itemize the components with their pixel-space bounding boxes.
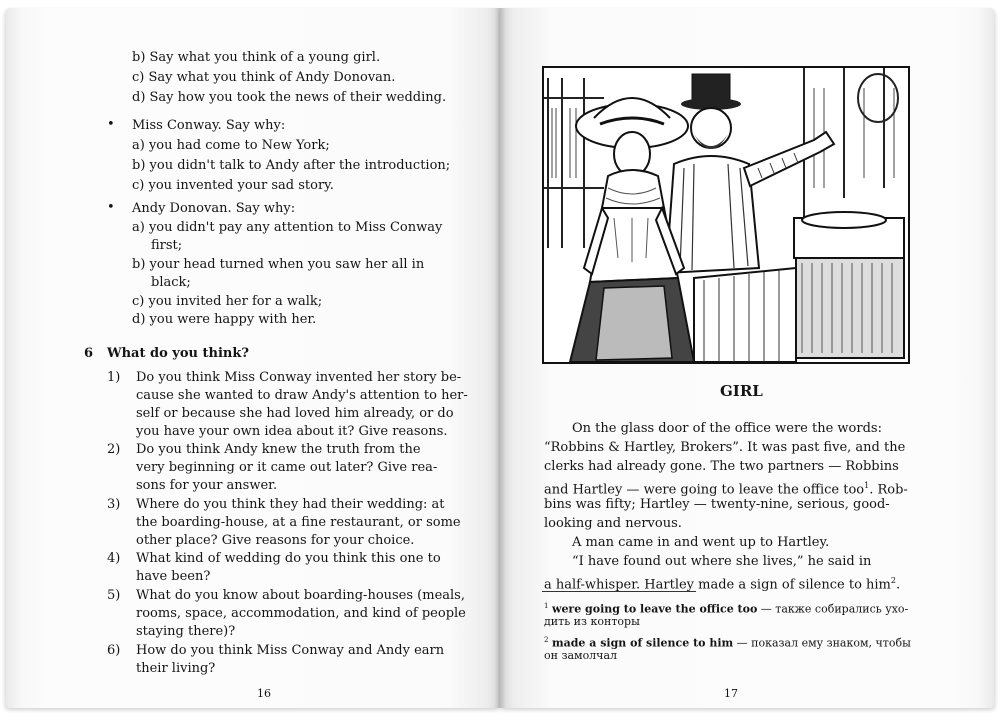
section-title: What do you think? [107, 346, 249, 361]
list-item-cont: black; [151, 275, 191, 290]
story-illustration [542, 66, 910, 364]
text-line: “I have found out where she lives,” he said in [572, 554, 872, 569]
list-item: c) Say what you think of Andy Donovan. [132, 70, 396, 85]
list-item: b) Say what you think of a young girl. [132, 50, 381, 65]
footnote-ref: 1 [864, 481, 870, 490]
question-number: 2) [107, 442, 121, 457]
question-line: Do you think Andy knew the truth from the [136, 442, 421, 457]
book-spine [494, 8, 506, 708]
text-line: On the glass door of the office were the words: [572, 421, 882, 436]
question-line: the boarding-house, at a fine restaurant, or some [136, 515, 461, 530]
left-page [6, 8, 500, 708]
list-item-cont: first; [151, 238, 183, 253]
question-line: other place? Give reasons for your choice. [136, 533, 415, 548]
footnote: $^1$ were going to leave the office too — также собирались ухо- [544, 602, 909, 616]
list-item: d) you were happy with her. [132, 312, 317, 327]
footnote: $^2$ made a sign of silence to him — показал ему знаком, чтобы [544, 636, 911, 650]
list-item: c) you invited her for a walk; [132, 294, 323, 309]
question-number: 1) [107, 370, 121, 385]
footnote-phrase: made a sign of silence to him [551, 636, 734, 650]
open-book [6, 8, 994, 712]
question-line: staying there)? [136, 624, 236, 639]
bullet-dot-icon: • [107, 117, 115, 132]
footnote-ref: 2 [890, 576, 896, 585]
question-line: sons for your answer. [136, 478, 278, 493]
question-line: self or because she had loved him already, or do [136, 406, 454, 421]
question-line: rooms, space, accommodation, and kind of people [136, 606, 466, 621]
question-number: 6) [107, 643, 121, 658]
footnote-phrase: were going to leave the office too [551, 602, 758, 616]
question-number: 4) [107, 551, 121, 566]
question-line: What do you know about boarding-houses (meals, [136, 588, 465, 603]
list-item: a) you didn't pay any attention to Miss Conway [132, 220, 443, 235]
question-line: very beginning or it came out later? Give rea- [136, 460, 438, 475]
footnote-divider [542, 591, 696, 592]
text-line: A man came in and went up to Hartley. [572, 535, 830, 550]
list-item: b) your head turned when you saw her all in [132, 257, 425, 272]
text-segment: and Hartley — were going to leave the office too [544, 482, 865, 498]
question-number: 5) [107, 588, 121, 603]
section-number: 6 [84, 346, 94, 361]
story-title: GIRL [720, 382, 763, 400]
page-number: 17 [724, 687, 738, 700]
question-line: How do you think Miss Conway and Andy earn [136, 643, 445, 658]
question-line: have been? [136, 569, 211, 584]
footnote-translation: — также собирались ухо- [757, 602, 909, 616]
list-item: b) you didn't talk to Andy after the introduction; [132, 158, 451, 173]
bullet-dot-icon: • [107, 200, 115, 215]
andy-heading: Andy Donovan. Say why: [132, 201, 296, 216]
question-line: cause she wanted to draw Andy's attention to her- [136, 388, 468, 403]
list-item: c) you invented your sad story. [132, 178, 334, 193]
text-segment: a half-whisper. Hartley made a sign of silence to him [544, 577, 891, 593]
footnote-cont: он замолчал [544, 649, 617, 662]
question-line: their living? [136, 661, 216, 676]
text-line: “Robbins & Hartley, Brokers”. It was past five, and the [544, 440, 906, 455]
footnote-cont: дить из конторы [544, 615, 640, 628]
page-number: 16 [257, 687, 271, 700]
question-line: Where do you think they had their wedding: at [136, 497, 445, 512]
question-line: What kind of wedding do you think this one to [136, 551, 441, 566]
list-item: a) you had come to New York; [132, 138, 330, 153]
question-line: Do you think Miss Conway invented her story be- [136, 370, 462, 385]
list-item: d) Say how you took the news of their wedding. [132, 90, 447, 105]
text-segment: . Rob- [869, 482, 908, 498]
footnote-translation: — показал ему знаком, чтобы [733, 636, 911, 650]
text-line: clerks had already gone. The two partners — Robbins [544, 459, 899, 474]
conway-heading: Miss Conway. Say why: [132, 118, 286, 133]
question-number: 3) [107, 497, 121, 512]
text-line: a half-whisper. Hartley made a sign of silence to him$^2$. [544, 576, 901, 593]
right-page [500, 8, 994, 708]
question-line: you have your own idea about it? Give reasons. [136, 424, 448, 439]
text-line: looking and nervous. [544, 516, 682, 531]
illustration-drawing [544, 68, 908, 362]
text-line: bins was fifty; Hartley — twenty-nine, serious, good- [544, 497, 890, 512]
